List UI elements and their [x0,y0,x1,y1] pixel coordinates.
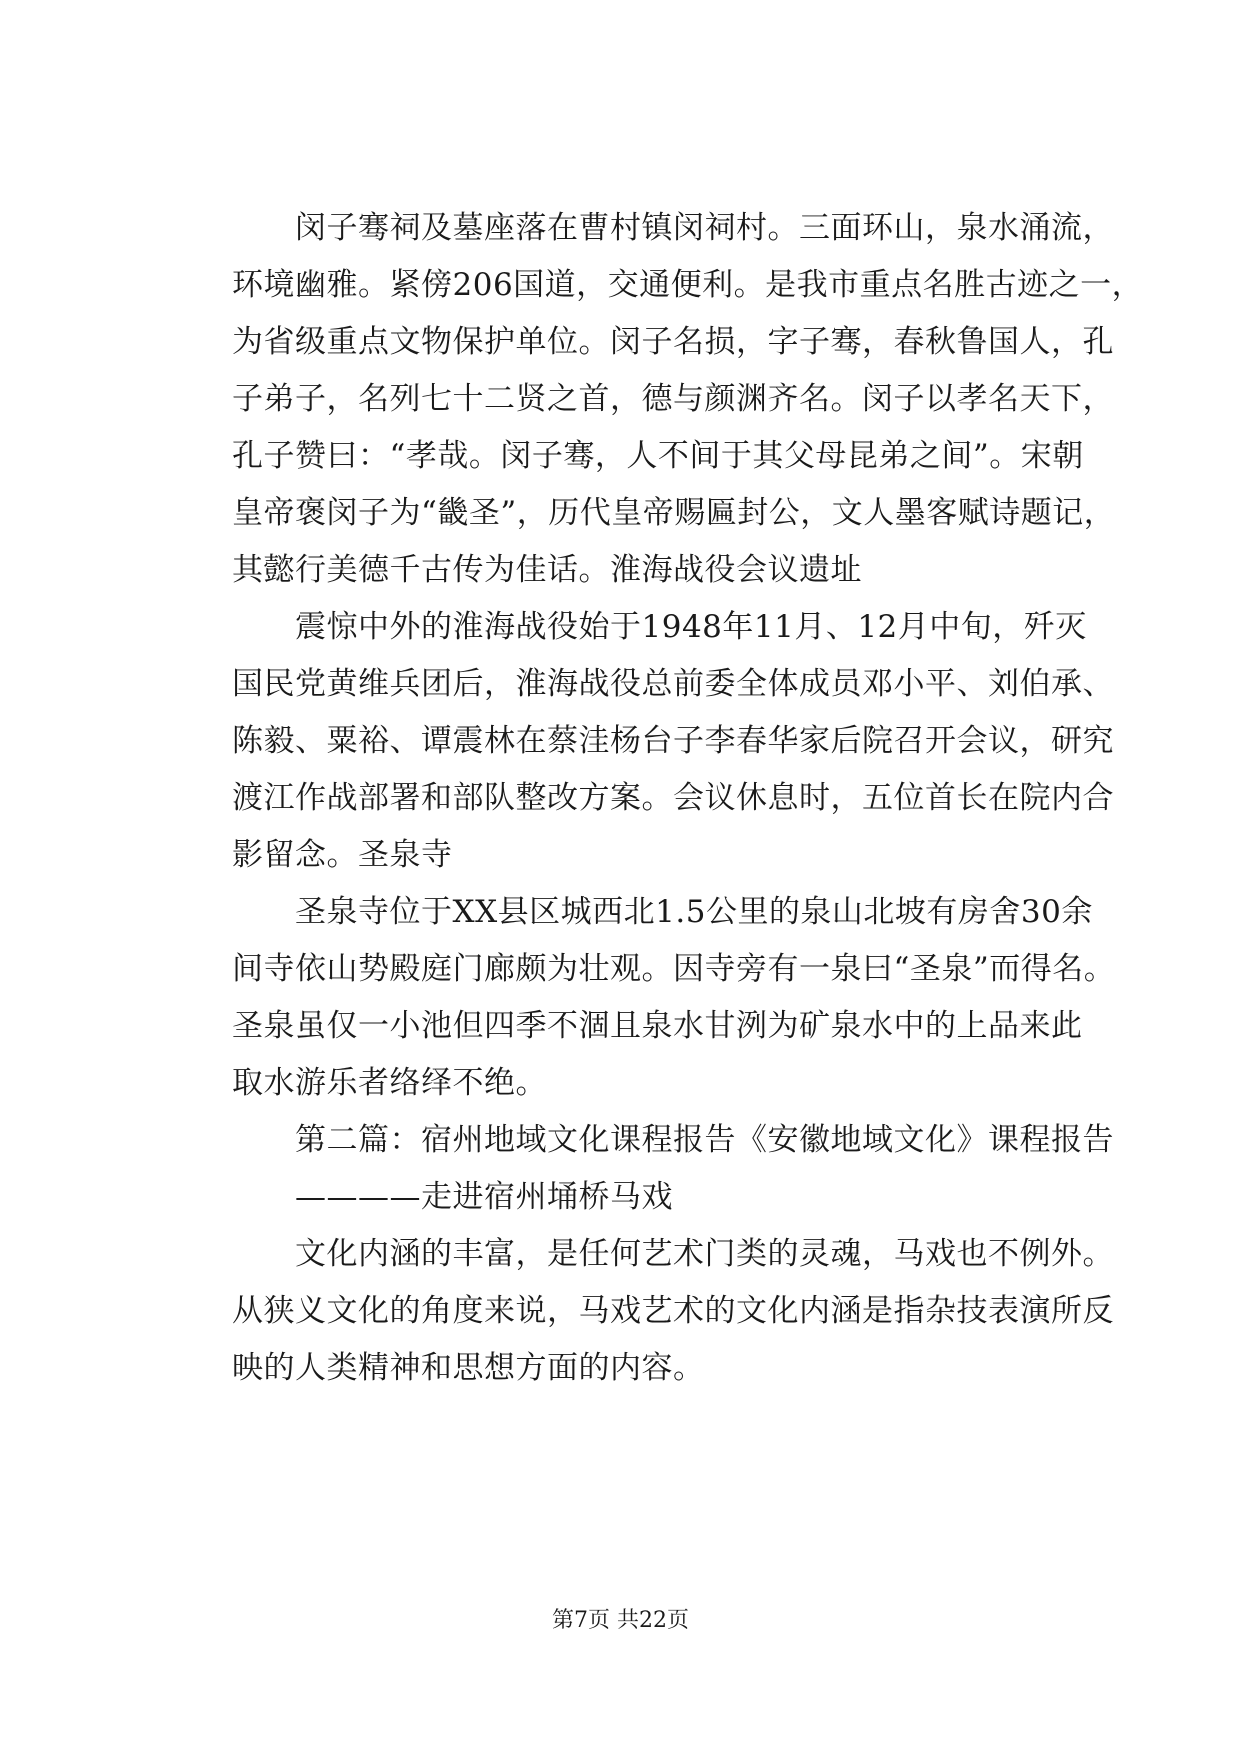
heading-line: 第二篇：宿州地域文化课程报告《安徽地域文化》课程报告 [232,1122,1114,1158]
text-line: 圣泉虽仅一小池但四季不涸且泉水甘洌为矿泉水中的上品来此 [232,1008,1083,1044]
text-line: 环境幽雅。紧傍206国道，交通便利。是我市重点名胜古迹之一， [232,267,1144,303]
text-line: 影留念。圣泉寺 [232,837,453,873]
text-line: 皇帝褒闵子为“畿圣”，历代皇帝赐匾封公，文人墨客赋诗题记， [232,495,1116,531]
text-line: 陈毅、粟裕、谭震林在蔡洼杨台子李春华家后院召开会议，研究 [232,723,1114,759]
paragraph-huaihai-campaign [232,599,1114,884]
text-line: 从狭义文化的角度来说，马戏艺术的文化内涵是指杂技表演所反 [232,1293,1114,1329]
text-line: 映的人类精神和思想方面的内容。 [232,1350,705,1386]
text-line: 渡江作战部署和部队整改方案。会议休息时，五位首长在院内合 [232,780,1114,816]
text-line: 孔子赞曰：“孝哉。闵子骞，人不间于其父母昆弟之间”。宋朝 [232,438,1084,474]
paragraph-shengquan-temple [232,884,1116,1112]
section-heading-part-two [232,1112,1114,1226]
text-line: 文化内涵的丰富，是任何艺术门类的灵魂，马戏也不例外。 [232,1236,1114,1272]
text-line: 子弟子，名列七十二贤之首，德与颜渊齐名。闵子以孝名天下， [232,381,1114,417]
text-line: 取水游乐者络绎不绝。 [232,1065,547,1101]
text-line: 震惊中外的淮海战役始于1948年11月、12月中旬，歼灭 [232,609,1087,645]
text-line: 圣泉寺位于XX县区城西北1.5公里的泉山北坡有房舍30余 [232,894,1093,930]
paragraph-minziqian-shrine [232,200,1144,599]
page-number-footer: 第7页 共22页 [552,1608,689,1633]
paragraph-circus-culture [232,1226,1114,1397]
text-line: 国民党黄维兵团后，淮海战役总前委全体成员邓小平、刘伯承、 [232,666,1114,702]
document-body [232,200,1144,1397]
text-line: 间寺依山势殿庭门廊颇为壮观。因寺旁有一泉曰“圣泉”而得名。 [232,951,1116,987]
heading-subtitle-line: ————走进宿州埇桥马戏 [232,1179,673,1215]
text-line: 其懿行美德千古传为佳话。淮海战役会议遗址 [232,552,862,588]
text-line: 闵子骞祠及墓座落在曹村镇闵祠村。三面环山，泉水涌流， [232,210,1114,246]
text-line: 为省级重点文物保护单位。闵子名损，字子骞，春秋鲁国人，孔 [232,324,1114,360]
